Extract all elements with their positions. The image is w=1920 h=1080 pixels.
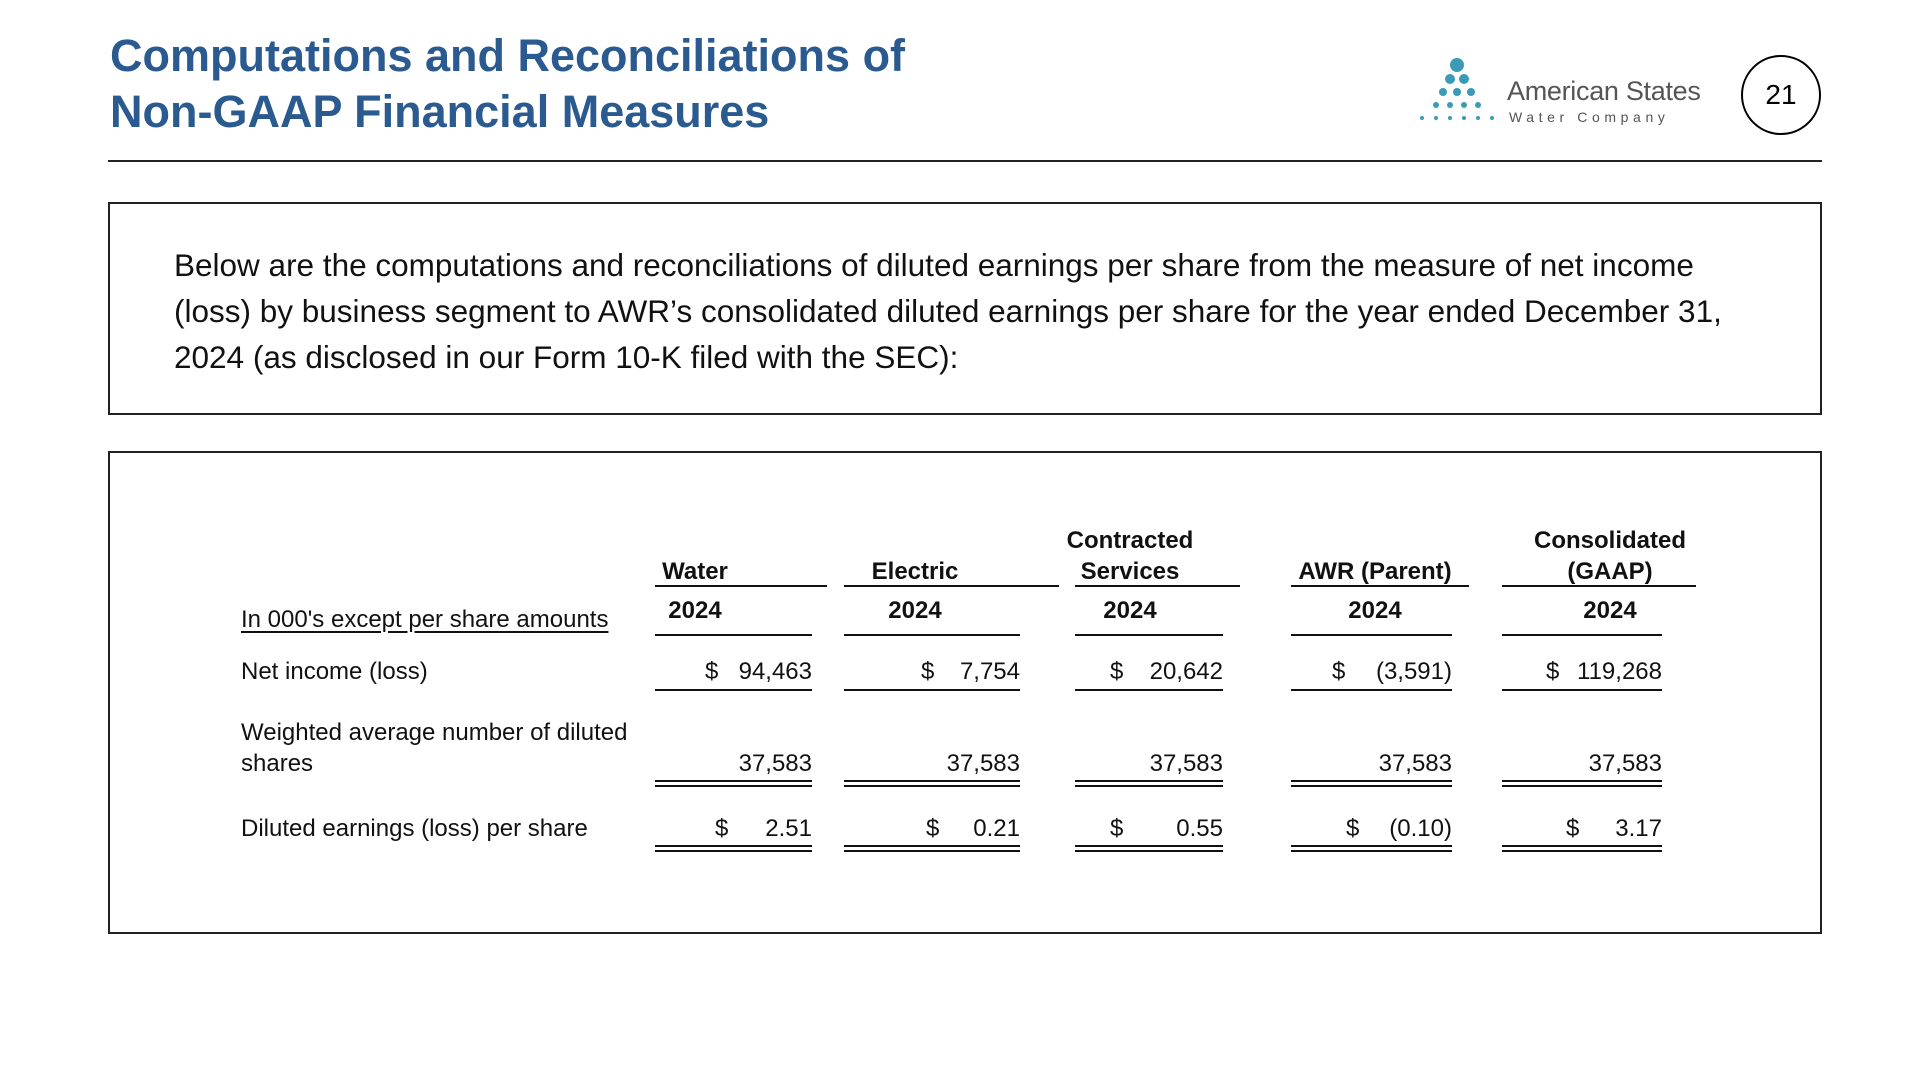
row-label-diluted-eps: Diluted earnings (loss) per share [241,815,588,842]
col-header-consolidated-gaap: (GAAP) [1567,558,1653,585]
col-year-awr-parent: 2024 [1348,597,1402,624]
row-label-weighted-average-line2: shares [241,750,314,777]
row-label-weighted-average: Weighted average number of diluted [241,719,628,746]
col-header-water: Water [662,558,728,585]
col-header-electric: Electric [871,558,959,585]
table-cell-eps-consolidated: $ 3.17 [1502,815,1662,843]
table-cell-shares-awr-parent: 37,583 [1291,750,1452,778]
page-number-badge [1741,55,1821,135]
logo-company-subtitle: Water Company [1509,109,1670,125]
col-year-water: 2024 [668,597,722,624]
reconciliation-table [108,451,1822,934]
table-cell-shares-consolidated: 37,583 [1502,750,1662,778]
col-header-rule [1075,585,1240,587]
col-header-rule [1502,585,1696,587]
col-header-contracted-line1: Contracted [1066,527,1194,554]
table-cell-eps-electric: $ 0.21 [844,815,1020,843]
col-year-rule [1291,634,1452,636]
table-cell-eps-water: $ 2.51 [655,815,812,843]
page-title [110,28,905,140]
table-cell-net-income-electric: $ 7,754 [844,658,1020,686]
col-year-rule [1502,634,1662,636]
intro-text: Below are the computations and reconciliations of diluted earnings per share from the measure of net income (loss) by business segment to AWR’s consolidated diluted earnings per share for the year ended December 31, 2024 (as disclosed in our Form 10-K filed with the SEC): [174,247,1722,375]
table-cell-net-income-water: $ 94,463 [655,658,812,686]
col-year-electric: 2024 [888,597,942,624]
col-header-rule [844,585,1059,587]
page-title-line-1: Computations and Reconciliations of [110,30,906,81]
logo-company-name: American States [1507,76,1701,106]
intro-box [108,202,1822,415]
col-header-awr-parent: AWR (Parent) [1298,558,1452,585]
col-year-rule [1075,634,1223,636]
col-header-rule [655,585,827,587]
col-header-rule [1291,585,1469,587]
table-cell-net-income-awr-parent: $ (3,591) [1291,658,1452,686]
col-header-consolidated-line1: Consolidated [1533,527,1686,554]
table-cell-net-income-contracted-services: $ 20,642 [1075,658,1223,686]
table-cell-shares-water: 37,583 [655,750,812,778]
page-number: 21 [1765,79,1797,110]
row-label-net-income: Net income (loss) [241,658,428,685]
table-cell-eps-awr-parent: $ (0.10) [1291,815,1452,843]
unit-note: In 000's except per share amounts [241,606,609,633]
table-cell-shares-electric: 37,583 [844,750,1020,778]
col-year-rule [655,634,812,636]
header-divider [108,160,1822,162]
col-year-consolidated-gaap: 2024 [1583,597,1637,624]
table-cell-shares-contracted-services: 37,583 [1075,750,1223,778]
col-year-rule [844,634,1020,636]
col-header-contracted-services: Services [1080,558,1180,585]
company-logo [1415,55,1715,135]
col-year-contracted-services: 2024 [1103,597,1157,624]
water-drops-logo-icon [1415,55,1505,135]
table-cell-eps-contracted-services: $ 0.55 [1075,815,1223,843]
table-cell-net-income-consolidated: $ 119,268 [1502,658,1662,686]
page-title-line-2: Non-GAAP Financial Measures [110,86,770,137]
